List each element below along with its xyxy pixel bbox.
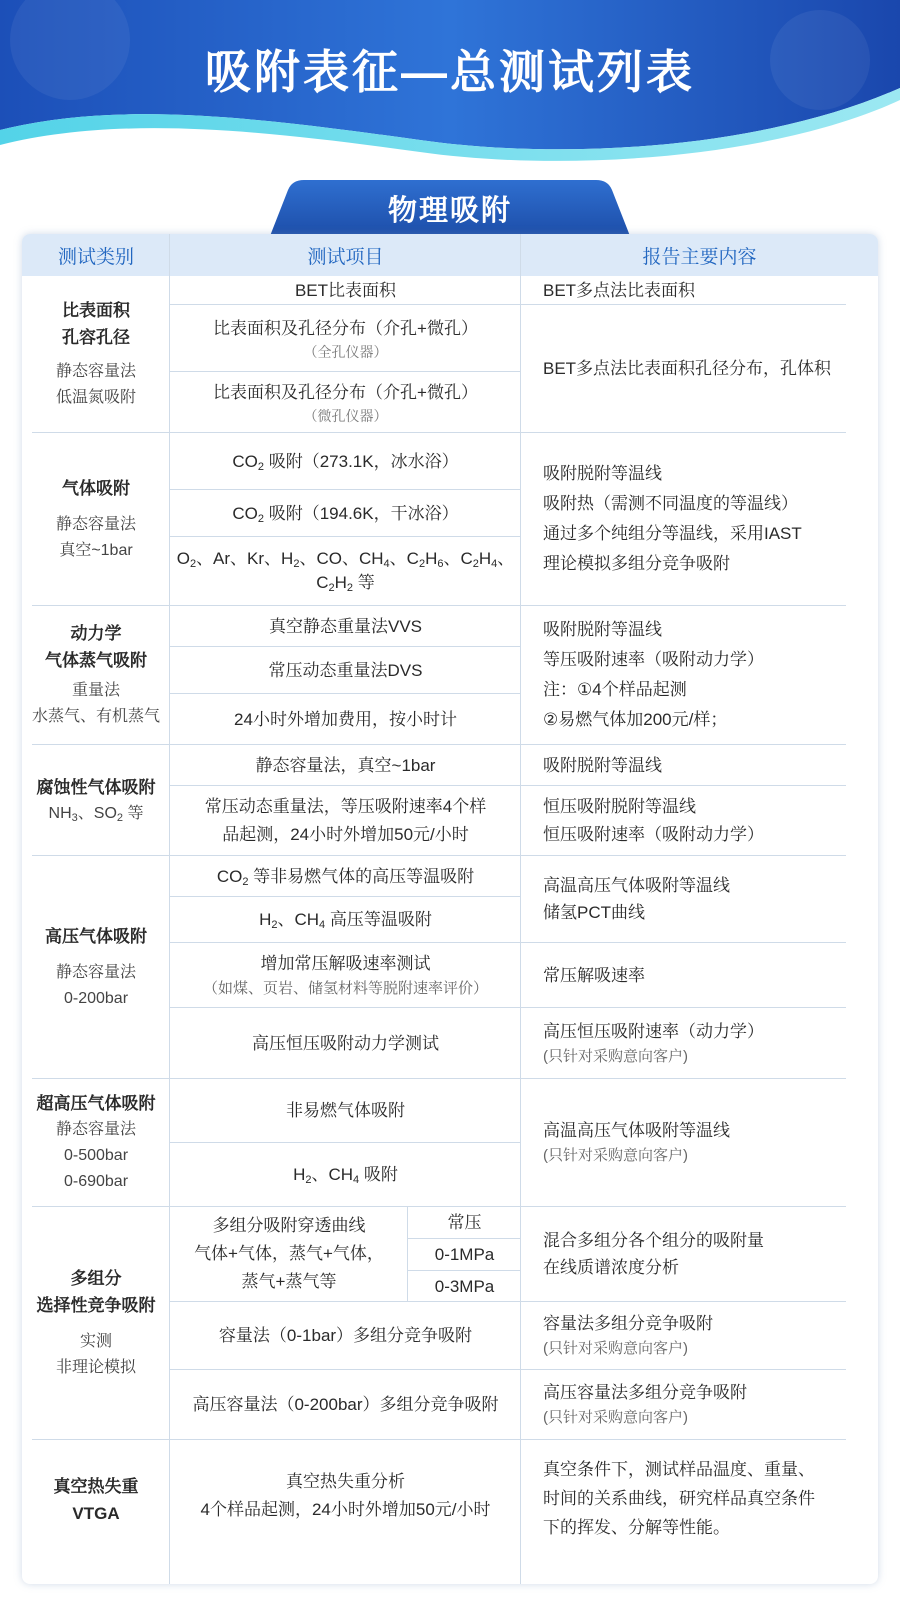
report-cell: 吸附脱附等温线 吸附热（需测不同温度的等温线） 通过多个纯组分等温线，采用IAST 理论模拟多组分竞争吸附 [543, 464, 802, 573]
report-cell: 常压解吸速率 [543, 965, 645, 985]
item-cell: $CO_2$ 吸附（194.6K，干冰浴） [232, 503, 459, 525]
report-cell: 恒压吸附脱附等温线 恒压吸附速率（吸附动力学） [543, 796, 764, 844]
report-cell: 吸附脱附等温线 等压吸附速率（吸附动力学） 注：①4个样品起测 ②易燃气体加200元/样； [543, 620, 764, 729]
item-cell: 多组分吸附穿透曲线 气体+气体，蒸气+气体， 蒸气+蒸气等 [194, 1216, 384, 1291]
item-cell: $CO_2$ 等非易燃气体的高压等温吸附 [216, 866, 475, 888]
item-cell: $H_2$、$CH_4$ 吸附 [293, 1165, 398, 1186]
pressure-cell: 常压 [447, 1213, 482, 1232]
header-item: 测试项目 [170, 234, 521, 276]
item-cell: $H_2$、$CH_4$ 高压等温吸附 [259, 910, 432, 931]
item-cell: 常压动态重量法，等压吸附速率4个样 品起测，24小时外增加50元/小时 [204, 796, 487, 844]
item-cell: 非易燃气体吸附 [286, 1101, 405, 1120]
item-cell: 比表面积及孔径分布（介孔+微孔） （微孔仪器） [213, 382, 478, 424]
item-cell: 高压容量法（0-200bar）多组分竞争吸附 [192, 1395, 499, 1414]
report-cell: 容量法多组分竞争吸附 (只针对采购意向客户) [543, 1314, 713, 1357]
pressure-cell: 0-1MPa [434, 1245, 495, 1264]
category-cell: 高压气体吸附 静态容量法 0-200bar [45, 926, 147, 1007]
header-report: 报告主要内容 [521, 234, 878, 276]
report-cell: 吸附脱附等温线 [543, 755, 662, 775]
report-cell: BET多点法比表面积 [543, 281, 696, 300]
item-cell: 容量法（0-1bar）多组分竞争吸附 [218, 1326, 473, 1345]
category-cell: 气体吸附 静态容量法 真空~1bar [55, 478, 136, 559]
category-cell: 动力学 气体蒸气吸附 重量法 水蒸气、有机蒸气 [31, 624, 160, 725]
item-cell: 增加常压解吸速率测试 （如煤、页岩、储氢材料等脱附速率评价） [202, 953, 488, 997]
item-cell: 高压恒压吸附动力学测试 [252, 1033, 439, 1053]
report-cell: 真空条件下，测试样品温度、重量、 时间的关系曲线，研究样品真空条件 下的挥发、分解等性能。 [543, 1459, 815, 1537]
item-cell: 24小时外增加费用，按小时计 [234, 709, 457, 729]
item-cell: 比表面积及孔径分布（介孔+微孔） （全孔仪器） [213, 319, 478, 360]
report-cell: 高压恒压吸附速率（动力学） (只针对采购意向客户) [543, 1021, 764, 1065]
report-cell: 高温高压气体吸附等温线 (只针对采购意向客户) [543, 1121, 730, 1164]
page-title: 吸附表征—总测试列表 [205, 46, 695, 98]
section-title: 物理吸附 [387, 195, 512, 227]
item-cell: 真空静态重量法VVS [268, 616, 423, 636]
category-cell: 超高压气体吸附 静态容量法 0-500bar 0-690bar [36, 1094, 156, 1190]
item-cell: 真空热失重分析 4个样品起测，24小时外增加50元/小时 [200, 1472, 491, 1519]
item-cell: 静态容量法，真空~1bar [255, 755, 436, 775]
item-cell: 常压动态重量法DVS [268, 660, 423, 680]
report-cell: 高压容量法多组分竞争吸附 (只针对采购意向客户) [543, 1383, 747, 1426]
item-cell: $CO_2$ 吸附（273.1K，冰水浴） [232, 451, 459, 473]
pressure-cell: 0-3MPa [434, 1276, 495, 1296]
category-cell: 真空热失重 VTGA [53, 1477, 139, 1523]
category-cell: 腐蚀性气体吸附 $NH_3$、$SO_2$ 等 [36, 777, 156, 824]
report-cell: BET多点法比表面积孔径分布，孔体积 [543, 359, 832, 378]
category-cell: 多组分 选择性竞争吸附 实测 非理论模拟 [36, 1269, 156, 1376]
category-cell: 比表面积 孔容孔径 静态容量法 低温氮吸附 [55, 301, 136, 406]
item-cell: BET比表面积 [294, 281, 397, 300]
header-category: 测试类别 [22, 234, 170, 276]
item-cell: $O_2$、Ar、Kr、$H_2$、CO、$CH_4$、$C_2H_6$、$C_2H_4$、 $C_2H_2$ 等 [176, 549, 515, 594]
report-cell: 高温高压气体吸附等温线 储氢PCT曲线 [543, 876, 730, 922]
report-cell: 混合多组分各个组分的吸附量 在线质谱浓度分析 [543, 1231, 764, 1277]
